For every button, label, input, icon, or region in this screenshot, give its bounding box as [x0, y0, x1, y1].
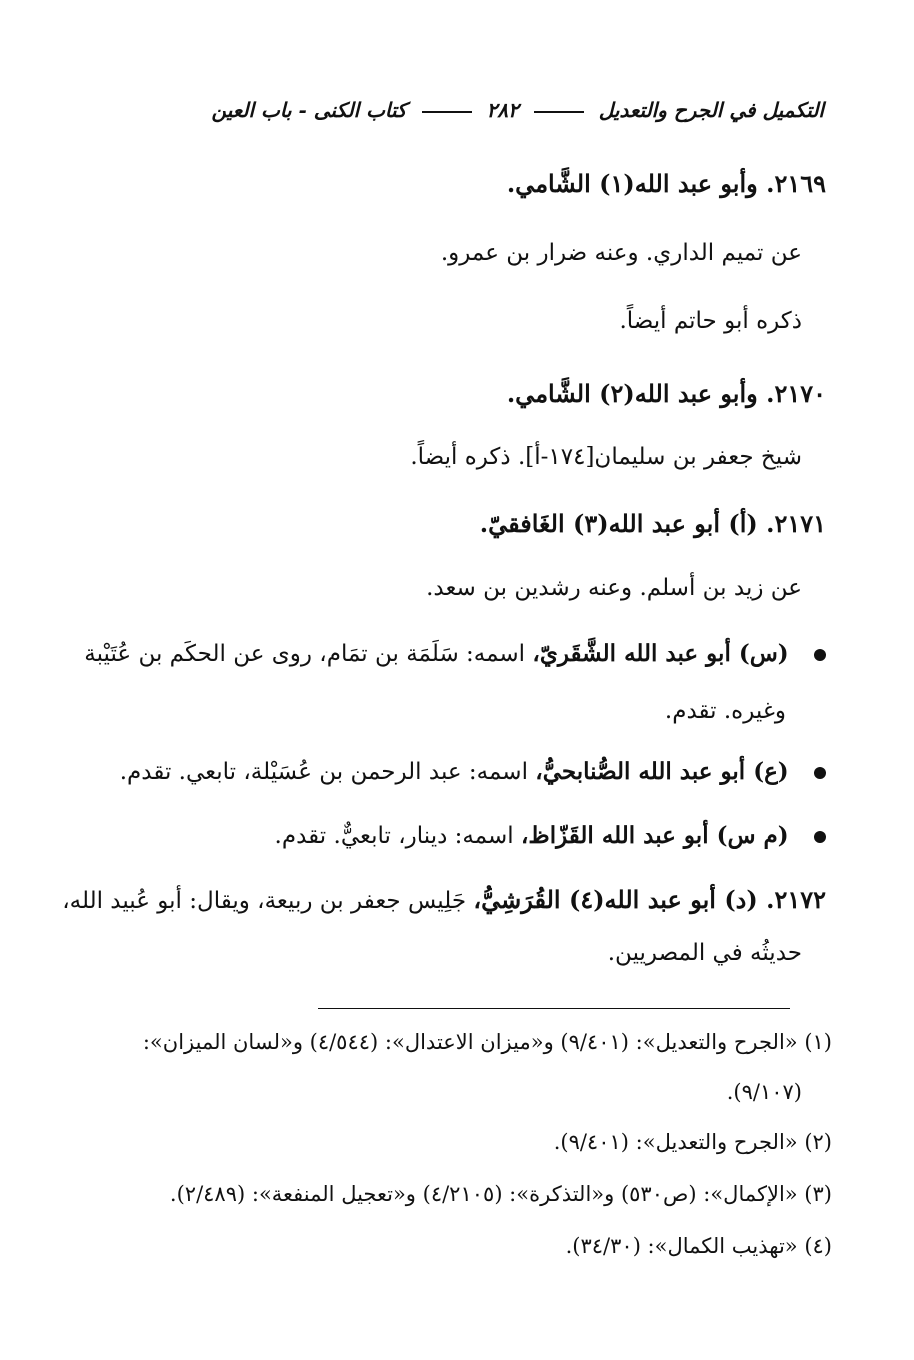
header-dash — [422, 111, 472, 113]
bullet-item — [84, 640, 826, 669]
header-section: كتاب الكنى - باب العين — [211, 98, 407, 122]
entry-text: عن زيد بن أسلم. وعنه رشدين بن سعد. — [426, 575, 802, 601]
footnote: (١) «الجرح والتعديل»: (٩/٤٠١) و«ميزان الاعتدال»: (٤/٥٤٤) و«لسان الميزان»: — [142, 1030, 832, 1054]
bullet-text: اسمه: عبد الرحمن بن عُسَيْلة، تابعي. تقدم. — [119, 759, 536, 785]
bullet-item — [275, 822, 826, 851]
bullet-text: اسمه: دينار، تابعيٌّ. تقدم. — [274, 823, 521, 849]
footnote: (٤) «تهذيب الكمال»: (٣٤/٣٠). — [565, 1234, 832, 1258]
entry-text: عن تميم الداري. وعنه ضرار بن عمرو. — [440, 240, 802, 266]
bullet-name: (س) أبو عبد الله الشَّقَريّ، — [532, 640, 789, 667]
bullet-name: (ع) أبو عبد الله الصُّنابحيُّ، — [535, 758, 789, 785]
footnote-divider — [318, 1008, 790, 1009]
entry-title: ٢١٧٢. (د) أبو عبد الله(٤) القُرَشِيُّ، — [473, 885, 826, 914]
entry-continuation: حديثُه في المصريين. — [607, 940, 802, 966]
bullet-name: (م س) أبو عبد الله القَزّاظ، — [521, 822, 789, 849]
footnote-continuation: (٩/١٠٧). — [726, 1080, 802, 1104]
entry-text: شيخ جعفر بن سليمان[١٧٤-أ]. ذكره أيضاً. — [410, 444, 802, 470]
entry-title: ٢١٦٩. وأبو عبد الله(١) الشَّامي. — [506, 169, 826, 198]
entry-text: ذكره أبو حاتم أيضاً. — [619, 308, 802, 334]
running-header — [124, 98, 824, 122]
bullet-continuation: وغيره. تقدم. — [664, 698, 786, 724]
header-book-title: التكميل في الجرح والتعديل — [598, 98, 824, 122]
header-page-number: ٢٨٢ — [486, 98, 519, 122]
entry-title: ٢١٧١. (أ) أبو عبد الله(٣) الغَافقيّ. — [479, 509, 826, 538]
footnote: (٣) «الإكمال»: (ص٥٣٠) و«التذكرة»: (٤/٢١٠٥) و«تعجيل المنفعة»: (٢/٤٨٩). — [169, 1182, 832, 1206]
entry-text: جَلِيس جعفر بن ربيعة، ويقال: أبو عُبيد الله، — [62, 888, 474, 914]
footnote: (٢) «الجرح والتعديل»: (٩/٤٠١). — [553, 1130, 832, 1154]
entry-4 — [62, 886, 826, 916]
header-dash — [534, 111, 584, 113]
bullet-item — [120, 758, 826, 787]
entry-title: ٢١٧٠. وأبو عبد الله(٢) الشَّامي. — [506, 379, 826, 408]
bullet-text: اسمه: سَلَمَة بن تمَام، روى عن الحكَم بن عُتَيْبة — [84, 641, 533, 667]
